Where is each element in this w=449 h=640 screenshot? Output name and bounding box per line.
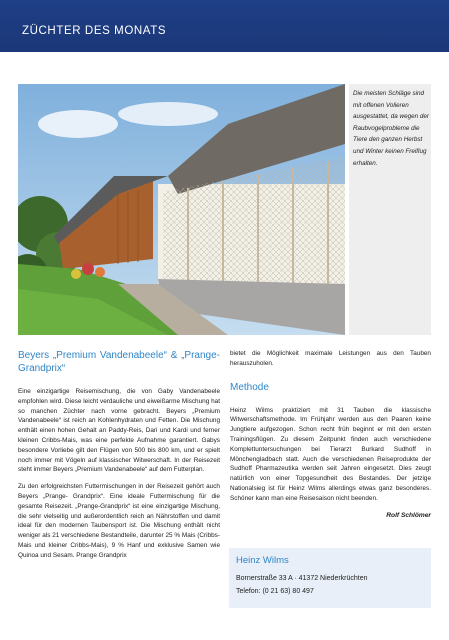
page-header (0, 0, 449, 52)
article-heading-method: Methode (230, 381, 269, 393)
loft-photo-illustration (18, 84, 345, 335)
article-column-right (230, 349, 431, 520)
article-column-left (18, 349, 220, 568)
article-paragraph: Eine einzigartige Reisemischung, die von Gaby Vandenabeele empfohlen wird. Diese leicht verdauliche und eiweißarme Mischung hat so manchen Züchter nach vorne gebracht. Beyers „Premium Vandenabeele“ ist reich an Kohlenhydraten und Fetten. Die Mischung enthält einen hohen Gehalt an Paddy-Reis, Dari und Kardi und ferner kleinen Cribbs-Mais, was eine perfekte Aufnahme garantiert. Gabys besondere Vorliebe gilt den Flügen von 500 bis 800 km, und er spielt noch immer mit Vögeln auf klassischer Witwerschaft. In der Reisezeit steht immer Beyers „Premium Vandenabeele“ auf dem Futterplan. (18, 388, 220, 474)
article-paragraph: Heinz Wilms praktiziert mit 31 Tauben die klassische Witwerschaftsmethode. Im Frühjahr werden aus den Paaren keine Jungtiere aufgezogen. Schon recht früh beginnt er mit den ersten Trainingsflügen. Zu diesem Zeitpunkt finden auch verschiedene Komplettuntersuchungen bei Tierarzt Burkard Sudhoff in Mönchengladbach statt. Auch die verschiedenen Reiseprodukte der Sudhoff Pharmazeutika werden seit Jahren eingesetzt. Dies zeugt natürlich von einer Topgesundheit des Bestandes. Der jetzige Nationalsieg ist für Heinz Wilms allerdings etwas ganz besonderes. Schöner kann man eine Reisesaison nicht beenden. (230, 406, 431, 502)
photo-caption: Die meisten Schläge sind mit offenen Volieren ausgestattet, da wegen der Raubvogelprobleme die Tiere den ganzen Herbst und Winter keinen Freiflug erhalten. (353, 90, 429, 167)
article-author: Rolf Schlömer (386, 511, 431, 519)
loft-photo (18, 84, 345, 335)
contact-box (229, 548, 431, 608)
contact-address: Bornerstraße 33 A · 41372 Niederkrüchten (236, 575, 368, 582)
article-heading-feed: Beyers „Premium Vandenabeele“ & „Prange-Grandprix“ (18, 350, 220, 374)
contact-name: Heinz Wilms (236, 555, 289, 566)
article-paragraph: bietet die Möglichkeit maximale Leistungen aus den Tauben herauszuholen. (230, 350, 431, 367)
section-title: ZÜCHTER DES MONATS (22, 25, 167, 37)
contact-phone: Telefon: (0 21 63) 80 497 (236, 588, 314, 595)
article-paragraph: Zu den erfolgreichsten Futtermischungen in der Reisezeit gehört auch Beyers „Prange- Grandprix“. Eine ideale Futtermischung für die gesamte Reisezeit. „Prange-Grandprix“ ist eine einzigartige Mischung, die sehr vielseitig und außerordentlich reich an Nährstoffen und damit ideal für den modernen Taubensport ist. Die Mischung enthält nicht weniger als 21 verschiedene Bestandteile, darunter 25 % Mais (Cribbs-Mais und kleiner Cribbs-Mais), 9 % Hanf und exklusive Samen wie Quinoa und Sesam. Prange Grandprix (18, 483, 220, 559)
photo-caption-box (349, 84, 431, 335)
